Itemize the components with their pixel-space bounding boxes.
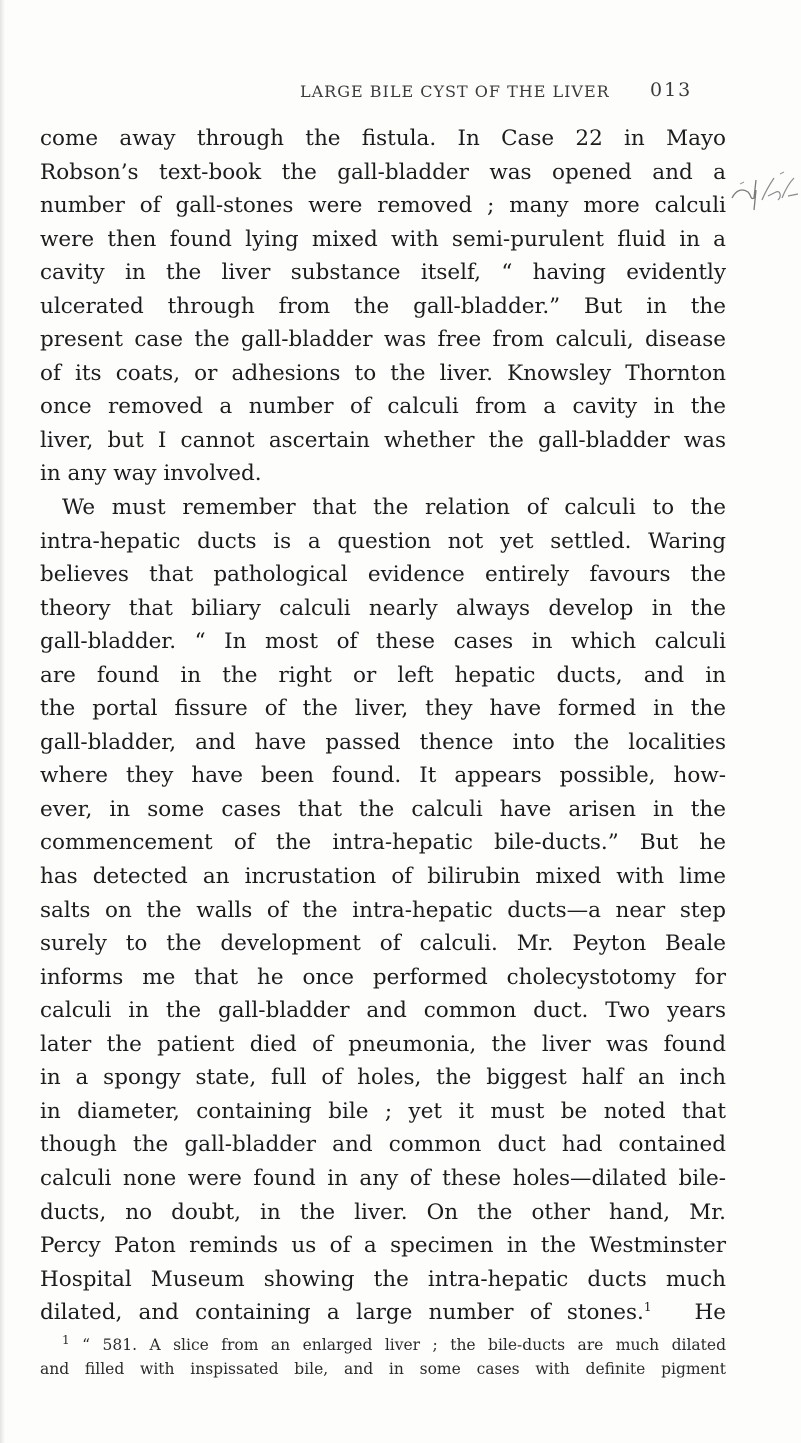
footnote-line: and filled with inspissated bile, and in some cases with definite pigment [40, 1360, 726, 1378]
text-line: where they have been found. It appears possible, how- [40, 763, 726, 789]
text-line: Percy Paton reminds us of a specimen in the Westminster [40, 1233, 726, 1259]
text-line: number of gall-stones were removed ; many more calculi [40, 193, 726, 219]
footnote [40, 1333, 726, 1381]
text-line: though the gall-bladder and common duct had contained [40, 1132, 726, 1158]
text-segment [652, 1300, 695, 1325]
text-line: theory that biliary calculi nearly always develop in the [40, 595, 726, 621]
body-text [40, 122, 726, 1330]
text-line: in a spongy state, full of holes, the biggest half an inch [40, 1065, 726, 1091]
text-line: ulcerated through from the gall-bladder.” But in the [40, 293, 726, 319]
text-line: intra-hepatic ducts is a question not yet settled. Waring [40, 528, 726, 554]
text-segment: dilated, and containing a large number of stones. [40, 1300, 644, 1326]
text-line: calculi none were found in any of these holes—dilated bile- [40, 1165, 726, 1191]
text-line: present case the gall-bladder was free from calculi, disease [40, 327, 726, 353]
text-line: once removed a number of calculi from a cavity in the [40, 394, 726, 420]
handwritten-pencil-mark [730, 160, 800, 220]
text-line-paragraph-start: We must remember that the relation of calculi to the [62, 495, 726, 521]
text-line: calculi in the gall-bladder and common duct. Two years [40, 998, 726, 1024]
text-line: cavity in the liver substance itself, “ having evidently [40, 260, 726, 286]
text-line-with-footnote-ref [40, 1296, 726, 1330]
footnote-marker: 1 [62, 1332, 70, 1347]
text-line: liver, but I cannot ascertain whether the gall-bladder was [40, 427, 726, 453]
binding-edge [0, 0, 5, 1443]
text-line: ducts, no doubt, in the liver. On the other hand, Mr. [40, 1199, 726, 1225]
text-line-paragraph-end: in any way involved. [40, 461, 262, 487]
text-line: of its coats, or adhesions to the liver. Knowsley Thornton [40, 360, 726, 386]
text-line: later the patient died of pneumonia, the liver was found [40, 1031, 726, 1057]
text-line: informs me that he once performed cholecystotomy for [40, 964, 726, 990]
text-line: ever, in some cases that the calculi have arisen in the [40, 796, 726, 822]
text-line: were then found lying mixed with semi-purulent fluid in a [40, 226, 726, 252]
text-line: Robson’s text-book the gall-bladder was opened and a [40, 159, 726, 185]
footnote-reference[interactable]: 1 [643, 1299, 652, 1314]
text-line: are found in the right or left hepatic ducts, and in [40, 662, 726, 688]
text-line: come away through the fistula. In Case 22 in Mayo [40, 126, 726, 151]
text-line: gall-bladder. “ In most of these cases in which calculi [40, 629, 726, 655]
text-line: in diameter, containing bile ; yet it must be noted that [40, 1098, 726, 1124]
text-line: salts on the walls of the intra-hepatic ducts—a near step [40, 897, 726, 923]
text-segment: He [694, 1300, 726, 1326]
running-head: LARGE BILE CYST OF THE LIVER [300, 82, 610, 101]
text-line: Hospital Museum showing the intra-hepatic ducts much [40, 1266, 726, 1292]
text-line: believes that pathological evidence entirely favours the [40, 562, 726, 588]
footnote-line [40, 1333, 726, 1357]
text-line: has detected an incrustation of bilirubin mixed with lime [40, 864, 726, 890]
text-line: surely to the development of calculi. Mr. Peyton Beale [40, 931, 726, 957]
footnote-text: “ 581. A slice from an enlarged liver ; the bile-ducts are much dilated [82, 1336, 726, 1354]
text-line: commencement of the intra-hepatic bile-ducts.” But he [40, 830, 726, 856]
text-line: gall-bladder, and have passed thence into the localities [40, 729, 726, 755]
page-number: 013 [650, 79, 693, 101]
text-line: the portal fissure of the liver, they have formed in the [40, 696, 726, 722]
